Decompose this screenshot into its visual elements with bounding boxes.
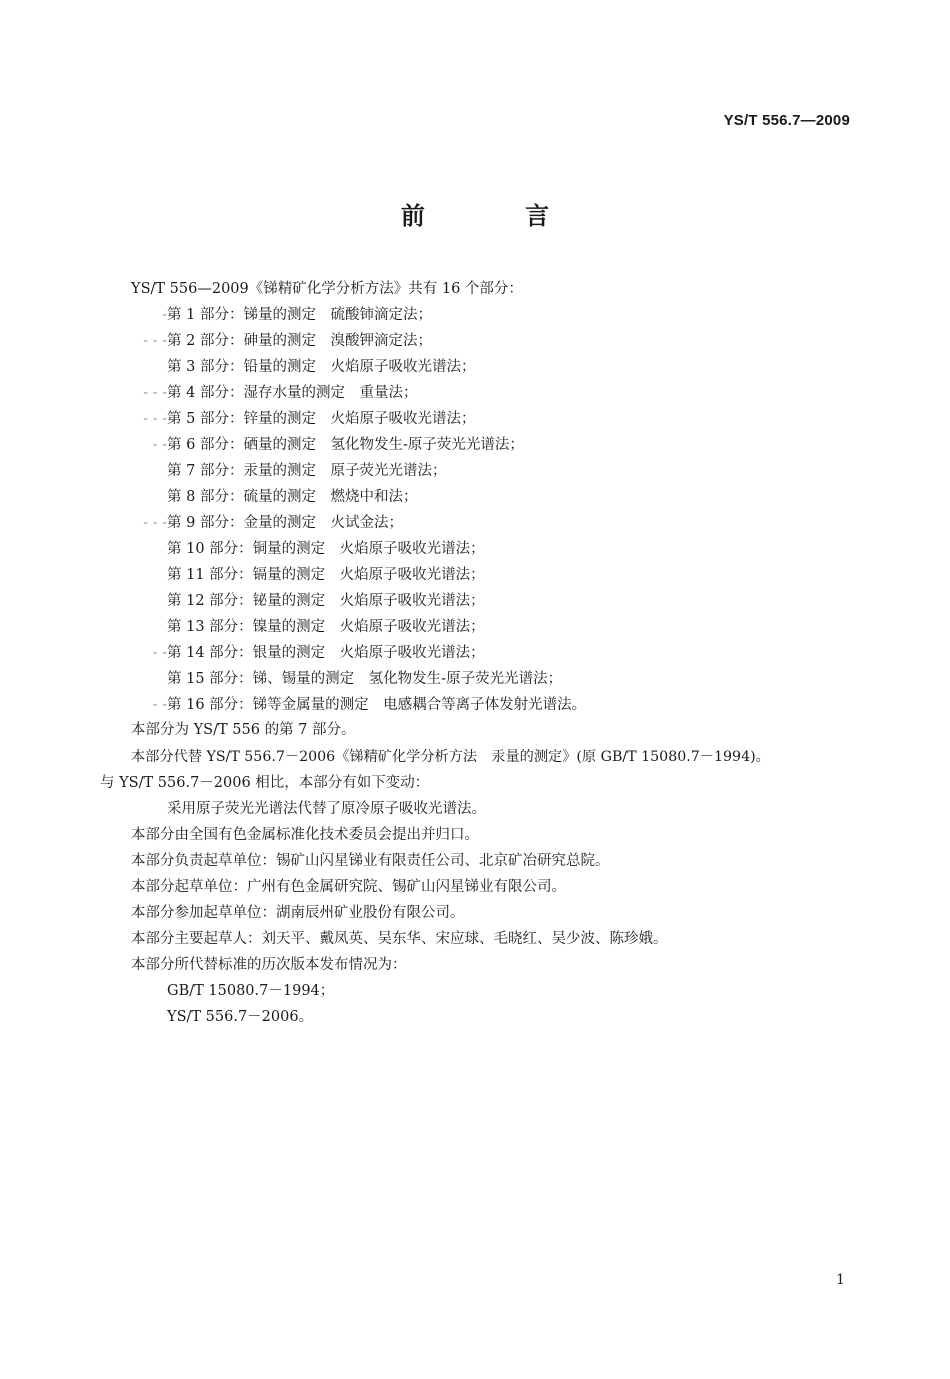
list-dash: - - - <box>143 333 167 349</box>
part-text: 第 1 部分：锑量的测定 硫酸铈滴定法； <box>167 307 432 323</box>
part-item <box>140 695 586 715</box>
part-item <box>131 331 432 351</box>
part-item <box>131 409 475 429</box>
part-text: 第 11 部分：镉量的测定 火焰原子吸收光谱法； <box>167 567 485 583</box>
list-dash: - - <box>152 645 167 661</box>
list-dash: - - <box>152 697 167 713</box>
part-item <box>167 357 475 377</box>
paragraph: 本部分代替 YS/T 556.7－2006《锑精矿化学分析方法 汞量的测定》(原 GB/T 15080.7－1994)。 <box>131 749 770 765</box>
list-dash: - - <box>152 437 167 453</box>
part-item <box>167 617 485 637</box>
part-text: 第 16 部分：锑等金属量的测定 电感耦合等离子体发射光谱法。 <box>167 697 587 713</box>
part-item <box>140 435 524 455</box>
paragraph: 本部分由全国有色金属标准化技术委员会提出并归口。 <box>131 827 479 843</box>
part-item <box>167 565 485 585</box>
part-item <box>167 539 485 559</box>
part-item <box>167 591 485 611</box>
page-number: 1 <box>836 1272 845 1288</box>
paragraph: 采用原子荧光光谱法代替了原冷原子吸收光谱法。 <box>167 801 486 817</box>
standard-code: YS/T 556.7—2009 <box>723 112 850 129</box>
part-text: 第 12 部分：铋量的测定 火焰原子吸收光谱法； <box>167 593 485 609</box>
part-item <box>140 643 485 663</box>
part-text: 第 10 部分：铜量的测定 火焰原子吸收光谱法； <box>167 541 485 557</box>
part-item <box>140 305 432 325</box>
paragraph: 与 YS/T 556.7－2006 相比，本部分有如下变动： <box>100 775 430 791</box>
part-text: 第 4 部分：湿存水量的测定 重量法； <box>167 385 418 401</box>
paragraph: 本部分参加起草单位：湖南辰州矿业股份有限公司。 <box>131 905 465 921</box>
list-dash: - - - <box>143 515 167 531</box>
history-item: YS/T 556.7－2006。 <box>167 1009 314 1025</box>
page-title: 前 言 <box>400 202 596 230</box>
paragraph: 本部分所代替标准的历次版本发布情况为： <box>131 957 407 973</box>
part-text: 第 8 部分：硫量的测定 燃烧中和法； <box>167 489 418 505</box>
part-text: 第 3 部分：铅量的测定 火焰原子吸收光谱法； <box>167 359 476 375</box>
part-text: 第 15 部分：锑、锡量的测定 氢化物发生-原子荧光光谱法； <box>167 671 563 687</box>
list-dash: - <box>162 307 167 323</box>
part-item <box>167 461 446 481</box>
part-text: 第 6 部分：硒量的测定 氢化物发生-原子荧光光谱法； <box>167 437 524 453</box>
paragraph: 本部分负责起草单位：锡矿山闪星锑业有限责任公司、北京矿冶研究总院。 <box>131 853 610 869</box>
intro-line: YS/T 556—2009《锑精矿化学分析方法》共有 16 个部分： <box>131 281 523 297</box>
part-text: 第 9 部分：金量的测定 火试金法； <box>167 515 403 531</box>
list-dash: - - - <box>143 411 167 427</box>
paragraph: 本部分为 YS/T 556 的第 7 部分。 <box>131 722 356 738</box>
part-item <box>167 669 562 689</box>
part-text: 第 7 部分：汞量的测定 原子荧光光谱法； <box>167 463 447 479</box>
paragraph: 本部分起草单位：广州有色金属研究院、锡矿山闪星锑业有限公司。 <box>131 879 566 895</box>
part-text: 第 5 部分：锌量的测定 火焰原子吸收光谱法； <box>167 411 476 427</box>
paragraph: 本部分主要起草人：刘天平、戴凤英、吴东华、宋应球、毛晓红、吴少波、陈珍娥。 <box>131 931 668 947</box>
part-item <box>131 513 403 533</box>
part-text: 第 13 部分：镍量的测定 火焰原子吸收光谱法； <box>167 619 485 635</box>
part-item <box>167 487 417 507</box>
history-item: GB/T 15080.7－1994； <box>167 983 335 999</box>
part-item <box>131 383 417 403</box>
part-text: 第 14 部分：银量的测定 火焰原子吸收光谱法； <box>167 645 485 661</box>
list-dash: - - - <box>143 385 167 401</box>
part-text: 第 2 部分：砷量的测定 溴酸钾滴定法； <box>167 333 432 349</box>
